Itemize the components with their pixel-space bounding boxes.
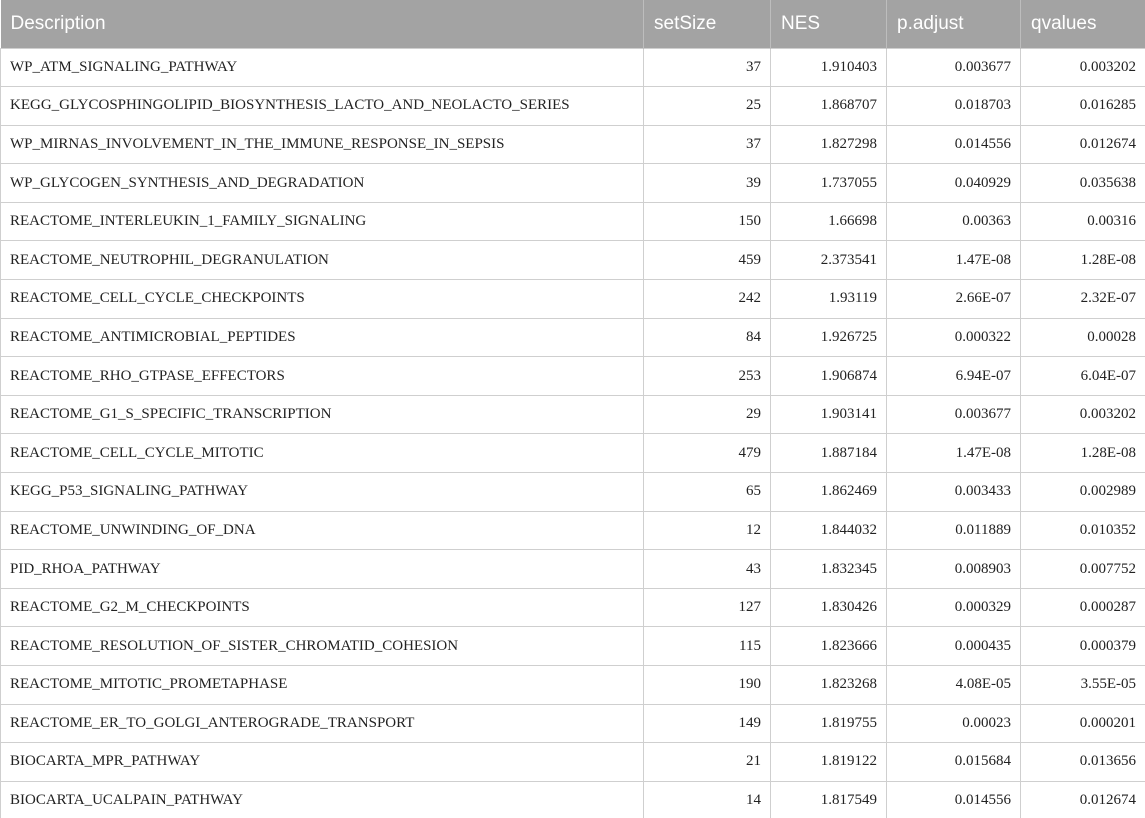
cell-setsize: 242 <box>644 280 771 319</box>
header-padjust: p.adjust <box>887 0 1021 48</box>
table-row <box>1 473 1145 512</box>
cell-nes: 1.844032 <box>771 511 887 550</box>
cell-setsize: 12 <box>644 511 771 550</box>
cell-nes: 1.910403 <box>771 48 887 87</box>
cell-description: REACTOME_G2_M_CHECKPOINTS <box>1 588 644 627</box>
cell-setsize: 29 <box>644 395 771 434</box>
cell-nes: 1.926725 <box>771 318 887 357</box>
cell-nes: 1.903141 <box>771 395 887 434</box>
cell-qvalues: 0.016285 <box>1021 87 1145 126</box>
cell-qvalues: 0.012674 <box>1021 125 1145 164</box>
cell-qvalues: 0.003202 <box>1021 395 1145 434</box>
cell-description: REACTOME_NEUTROPHIL_DEGRANULATION <box>1 241 644 280</box>
table-row <box>1 357 1145 396</box>
cell-description: REACTOME_CELL_CYCLE_CHECKPOINTS <box>1 280 644 319</box>
table-row <box>1 48 1145 87</box>
cell-description: KEGG_GLYCOSPHINGOLIPID_BIOSYNTHESIS_LACTO_AND_NEOLACTO_SERIES <box>1 87 644 126</box>
cell-qvalues: 0.007752 <box>1021 550 1145 589</box>
table-row <box>1 395 1145 434</box>
cell-padjust: 0.003677 <box>887 48 1021 87</box>
table-row <box>1 125 1145 164</box>
header-setsize: setSize <box>644 0 771 48</box>
cell-description: REACTOME_G1_S_SPECIFIC_TRANSCRIPTION <box>1 395 644 434</box>
cell-nes: 2.373541 <box>771 241 887 280</box>
cell-padjust: 0.015684 <box>887 743 1021 782</box>
cell-description: REACTOME_MITOTIC_PROMETAPHASE <box>1 666 644 705</box>
cell-setsize: 190 <box>644 666 771 705</box>
cell-qvalues: 0.000379 <box>1021 627 1145 666</box>
cell-setsize: 14 <box>644 781 771 818</box>
cell-description: WP_ATM_SIGNALING_PATHWAY <box>1 48 644 87</box>
table-row <box>1 588 1145 627</box>
table-row <box>1 241 1145 280</box>
cell-padjust: 4.08E-05 <box>887 666 1021 705</box>
cell-nes: 1.819122 <box>771 743 887 782</box>
cell-padjust: 2.66E-07 <box>887 280 1021 319</box>
cell-qvalues: 3.55E-05 <box>1021 666 1145 705</box>
cell-nes: 1.823268 <box>771 666 887 705</box>
cell-padjust: 0.000322 <box>887 318 1021 357</box>
cell-qvalues: 6.04E-07 <box>1021 357 1145 396</box>
cell-nes: 1.817549 <box>771 781 887 818</box>
cell-nes: 1.66698 <box>771 202 887 241</box>
cell-qvalues: 2.32E-07 <box>1021 280 1145 319</box>
cell-padjust: 1.47E-08 <box>887 241 1021 280</box>
cell-qvalues: 0.003202 <box>1021 48 1145 87</box>
cell-setsize: 127 <box>644 588 771 627</box>
cell-description: REACTOME_RHO_GTPASE_EFFECTORS <box>1 357 644 396</box>
header-description: Description <box>1 0 644 48</box>
cell-nes: 1.887184 <box>771 434 887 473</box>
cell-description: REACTOME_INTERLEUKIN_1_FAMILY_SIGNALING <box>1 202 644 241</box>
table-row <box>1 666 1145 705</box>
cell-nes: 1.93119 <box>771 280 887 319</box>
cell-padjust: 0.00363 <box>887 202 1021 241</box>
cell-padjust: 0.003433 <box>887 473 1021 512</box>
cell-nes: 1.906874 <box>771 357 887 396</box>
cell-nes: 1.827298 <box>771 125 887 164</box>
cell-nes: 1.819755 <box>771 704 887 743</box>
cell-description: BIOCARTA_UCALPAIN_PATHWAY <box>1 781 644 818</box>
cell-description: REACTOME_ANTIMICROBIAL_PEPTIDES <box>1 318 644 357</box>
cell-setsize: 21 <box>644 743 771 782</box>
table-row <box>1 280 1145 319</box>
cell-setsize: 25 <box>644 87 771 126</box>
cell-padjust: 0.000329 <box>887 588 1021 627</box>
cell-padjust: 0.00023 <box>887 704 1021 743</box>
cell-setsize: 459 <box>644 241 771 280</box>
cell-setsize: 253 <box>644 357 771 396</box>
cell-nes: 1.823666 <box>771 627 887 666</box>
cell-qvalues: 0.013656 <box>1021 743 1145 782</box>
table-row <box>1 627 1145 666</box>
cell-qvalues: 0.035638 <box>1021 164 1145 203</box>
cell-nes: 1.868707 <box>771 87 887 126</box>
table-row <box>1 164 1145 203</box>
cell-qvalues: 0.00316 <box>1021 202 1145 241</box>
cell-setsize: 149 <box>644 704 771 743</box>
cell-nes: 1.737055 <box>771 164 887 203</box>
cell-qvalues: 1.28E-08 <box>1021 241 1145 280</box>
cell-qvalues: 0.010352 <box>1021 511 1145 550</box>
cell-setsize: 39 <box>644 164 771 203</box>
header-qvalues: qvalues <box>1021 0 1145 48</box>
cell-description: PID_RHOA_PATHWAY <box>1 550 644 589</box>
cell-qvalues: 0.000287 <box>1021 588 1145 627</box>
cell-padjust: 0.014556 <box>887 125 1021 164</box>
cell-description: WP_MIRNAS_INVOLVEMENT_IN_THE_IMMUNE_RESPONSE_IN_SEPSIS <box>1 125 644 164</box>
cell-setsize: 115 <box>644 627 771 666</box>
table-row <box>1 434 1145 473</box>
cell-description: REACTOME_ER_TO_GOLGI_ANTEROGRADE_TRANSPORT <box>1 704 644 743</box>
cell-description: REACTOME_RESOLUTION_OF_SISTER_CHROMATID_COHESION <box>1 627 644 666</box>
cell-description: WP_GLYCOGEN_SYNTHESIS_AND_DEGRADATION <box>1 164 644 203</box>
cell-padjust: 0.018703 <box>887 87 1021 126</box>
cell-setsize: 150 <box>644 202 771 241</box>
table-header <box>1 0 1145 48</box>
cell-setsize: 479 <box>644 434 771 473</box>
cell-qvalues: 0.000201 <box>1021 704 1145 743</box>
table-row <box>1 511 1145 550</box>
cell-setsize: 43 <box>644 550 771 589</box>
table-row <box>1 550 1145 589</box>
cell-padjust: 1.47E-08 <box>887 434 1021 473</box>
cell-qvalues: 0.002989 <box>1021 473 1145 512</box>
table-body <box>1 48 1145 818</box>
cell-setsize: 37 <box>644 125 771 164</box>
cell-qvalues: 0.00028 <box>1021 318 1145 357</box>
cell-padjust: 0.008903 <box>887 550 1021 589</box>
table-row <box>1 781 1145 818</box>
table-row <box>1 743 1145 782</box>
cell-padjust: 0.003677 <box>887 395 1021 434</box>
table-row <box>1 318 1145 357</box>
cell-nes: 1.862469 <box>771 473 887 512</box>
header-row <box>1 0 1145 48</box>
cell-padjust: 0.000435 <box>887 627 1021 666</box>
cell-padjust: 0.011889 <box>887 511 1021 550</box>
cell-setsize: 65 <box>644 473 771 512</box>
cell-description: REACTOME_CELL_CYCLE_MITOTIC <box>1 434 644 473</box>
cell-qvalues: 0.012674 <box>1021 781 1145 818</box>
cell-padjust: 0.040929 <box>887 164 1021 203</box>
cell-description: REACTOME_UNWINDING_OF_DNA <box>1 511 644 550</box>
cell-description: BIOCARTA_MPR_PATHWAY <box>1 743 644 782</box>
cell-nes: 1.830426 <box>771 588 887 627</box>
header-nes: NES <box>771 0 887 48</box>
cell-description: KEGG_P53_SIGNALING_PATHWAY <box>1 473 644 512</box>
cell-setsize: 37 <box>644 48 771 87</box>
table-row <box>1 704 1145 743</box>
cell-padjust: 0.014556 <box>887 781 1021 818</box>
table-row <box>1 87 1145 126</box>
table-row <box>1 202 1145 241</box>
cell-qvalues: 1.28E-08 <box>1021 434 1145 473</box>
cell-padjust: 6.94E-07 <box>887 357 1021 396</box>
cell-nes: 1.832345 <box>771 550 887 589</box>
cell-setsize: 84 <box>644 318 771 357</box>
